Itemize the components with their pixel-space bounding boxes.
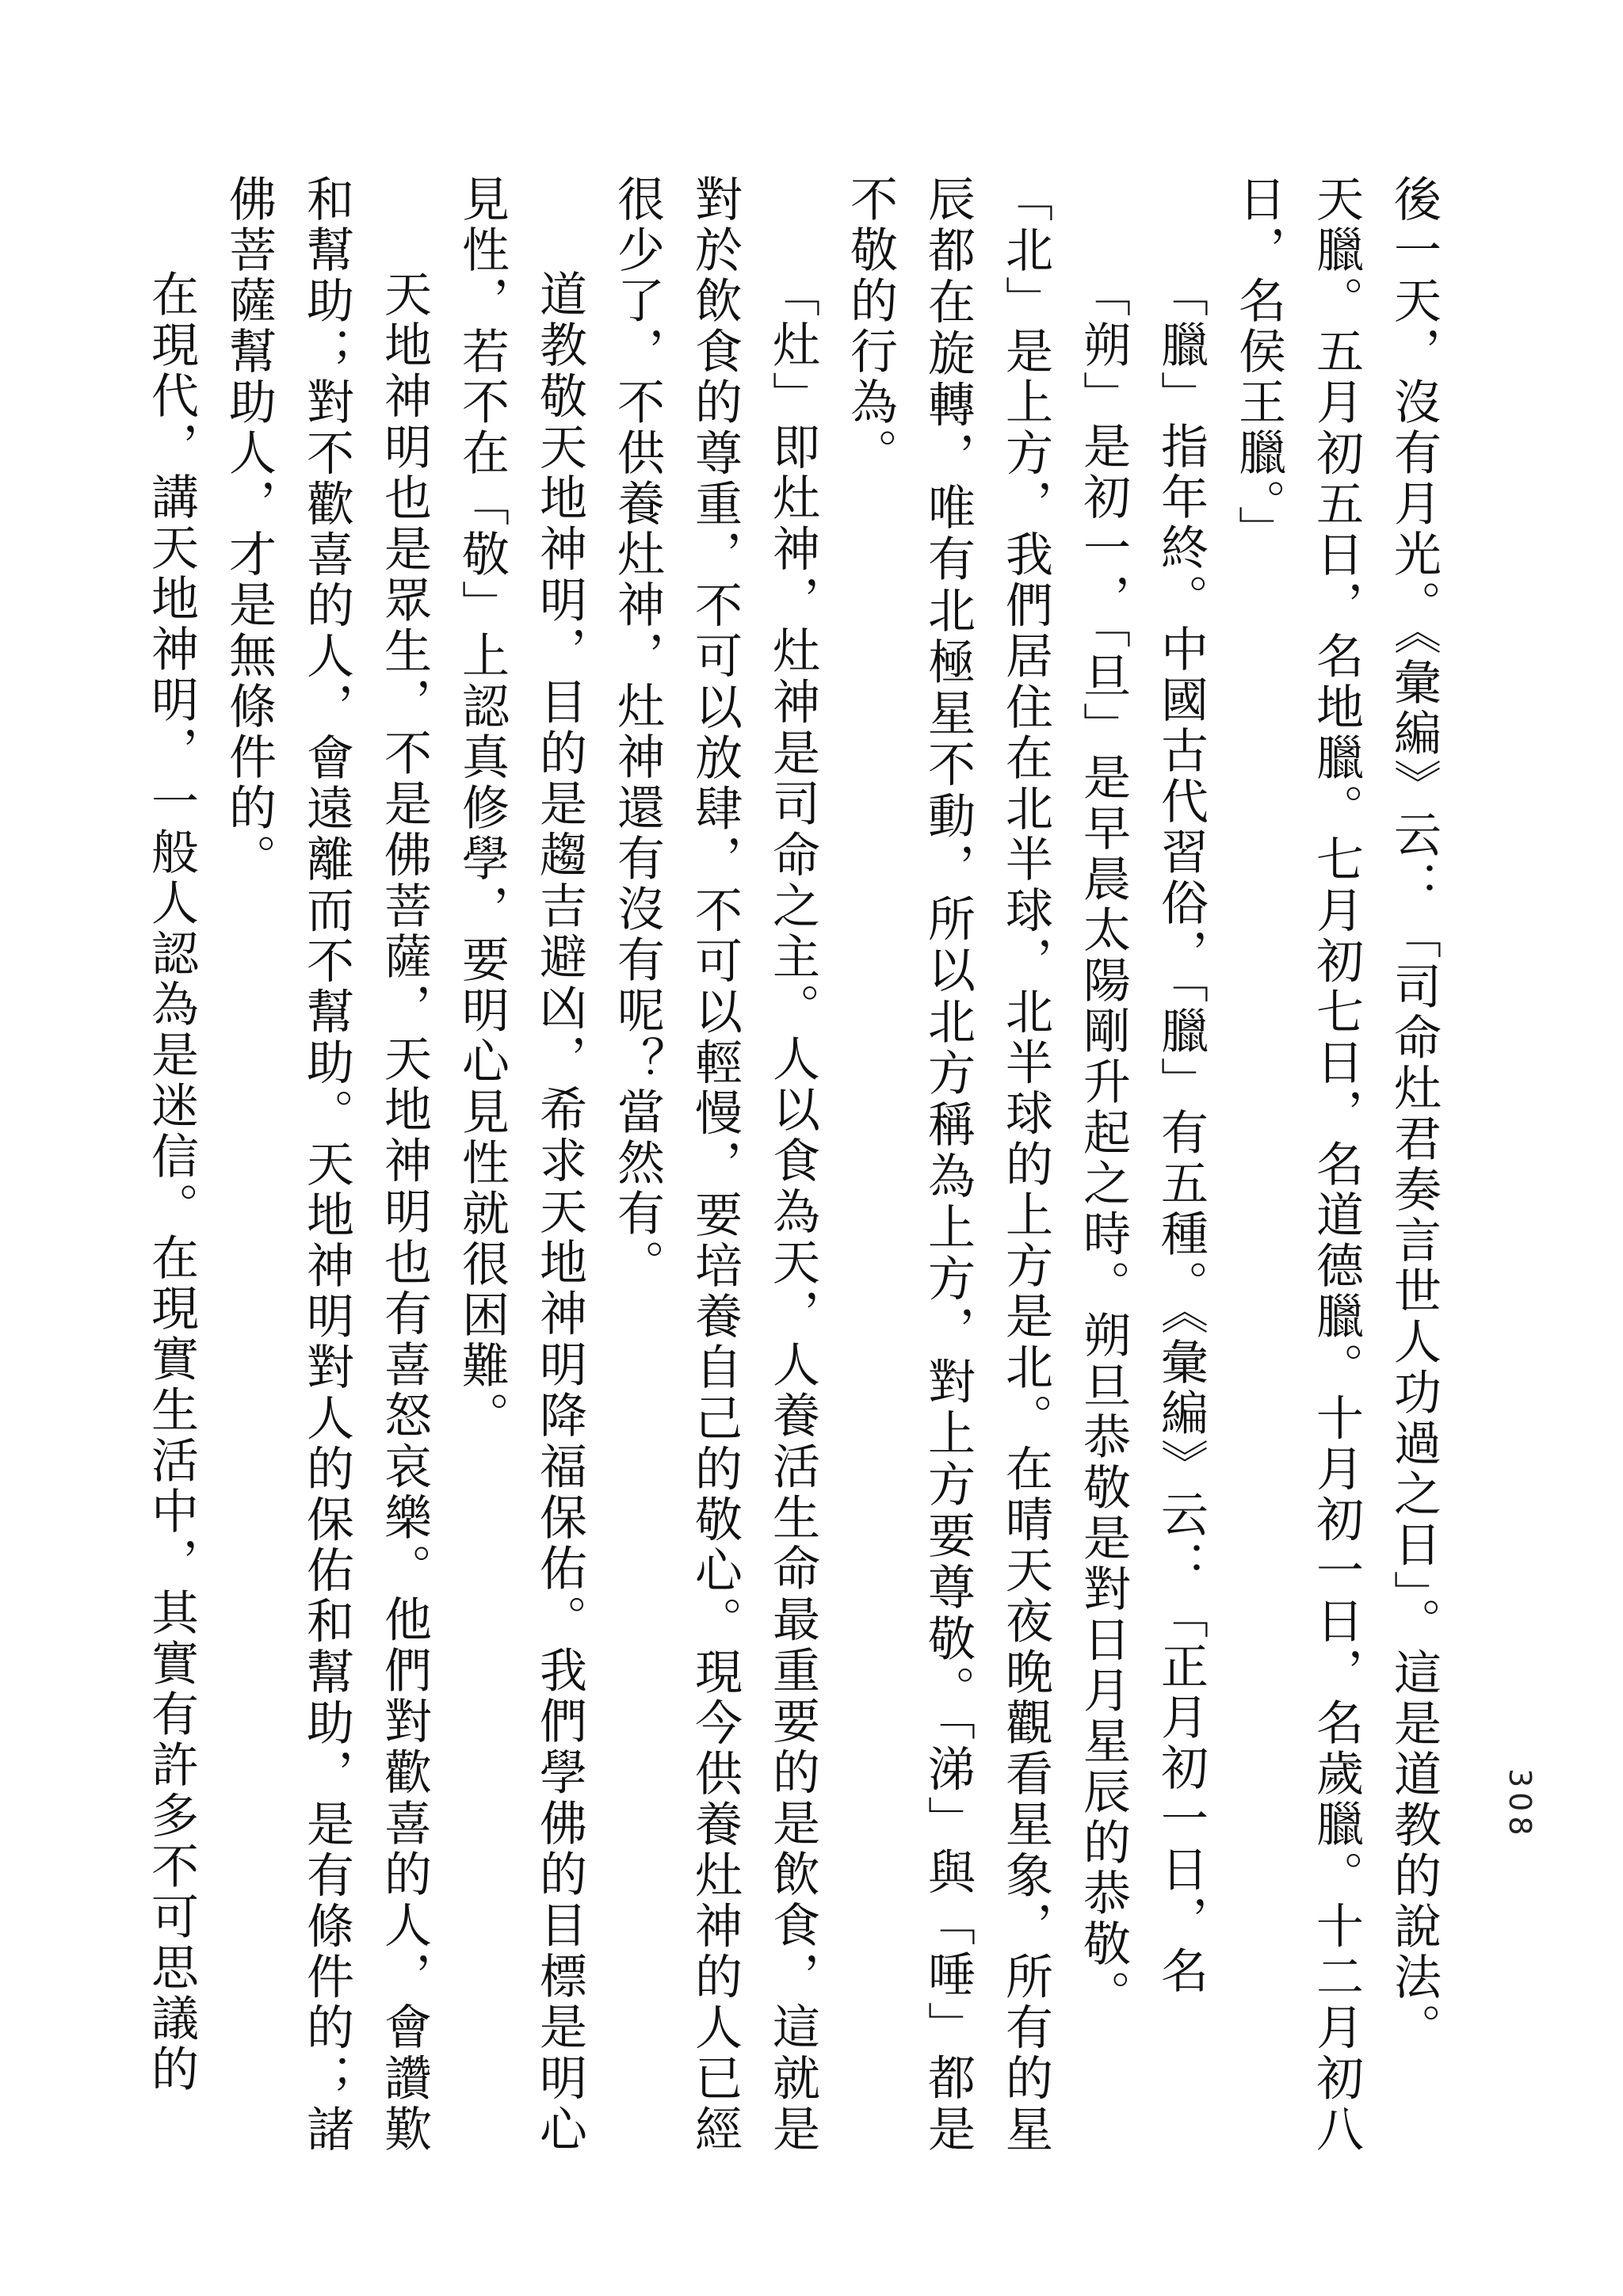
paragraph-7: 道教敬天地神明，目的是趨吉避凶，希求天地神明降福保佑。我們學佛的目標是明心見性，若不在「敬」上認真修學，要明心見性就很困難。: [454, 174, 587, 2155]
vertical-text-body: [119, 174, 1453, 2155]
paragraph-1: 後一天，沒有月光。《彙編》云：「司命灶君奏言世人功過之日」。這是道教的說法。: [1386, 174, 1442, 2054]
paragraph-6: 「灶」即灶神，灶神是司命之主。人以食為天，人養活生命最重要的是飲食，這就是對於飲食的尊重，不可以放肆，不可以輕慢，要培養自己的敬心。現今供養灶神的人已經很少了，不供養灶神，灶神還有沒有呢？當然有。: [609, 174, 820, 2155]
paragraph-8: 天地神明也是眾生，不是佛菩薩，天地神明也有喜怒哀樂。他們對歡喜的人，會讚歎和幫助；對不歡喜的人，會遠離而不幫助。天地神明對人的保佑和幫助，是有條件的；諸佛菩薩幫助人，才是無條件的。: [221, 174, 432, 2155]
page-number: 308: [1503, 1768, 1537, 1840]
paragraph-9: 在現代，講天地神明，一般人認為是迷信。在現實生活中，其實有許多不可思議的: [143, 269, 199, 2095]
paragraph-2: 天臘。五月初五日，名地臘。七月初七日，名道德臘。十月初一日，名歲臘。十二月初八日，名侯王臘。」: [1231, 174, 1364, 2155]
paragraph-4: 「朔」是初一，「旦」是早晨太陽剛升起之時。朔旦恭敬是對日月星辰的恭敬。: [1075, 269, 1131, 2020]
paragraph-3: 「臘」指年終。中國古代習俗，「臘」有五種。《彙編》云：「正月初一日，名: [1153, 269, 1209, 1997]
paragraph-5: 「北」是上方，我們居住在北半球，北半球的上方是北。在晴天夜晚觀看星象，所有的星辰都在旋轉，唯有北極星不動，所以北方稱為上方，對上方要尊敬。「涕」與「唾」都是不敬的行為。: [842, 174, 1053, 2155]
